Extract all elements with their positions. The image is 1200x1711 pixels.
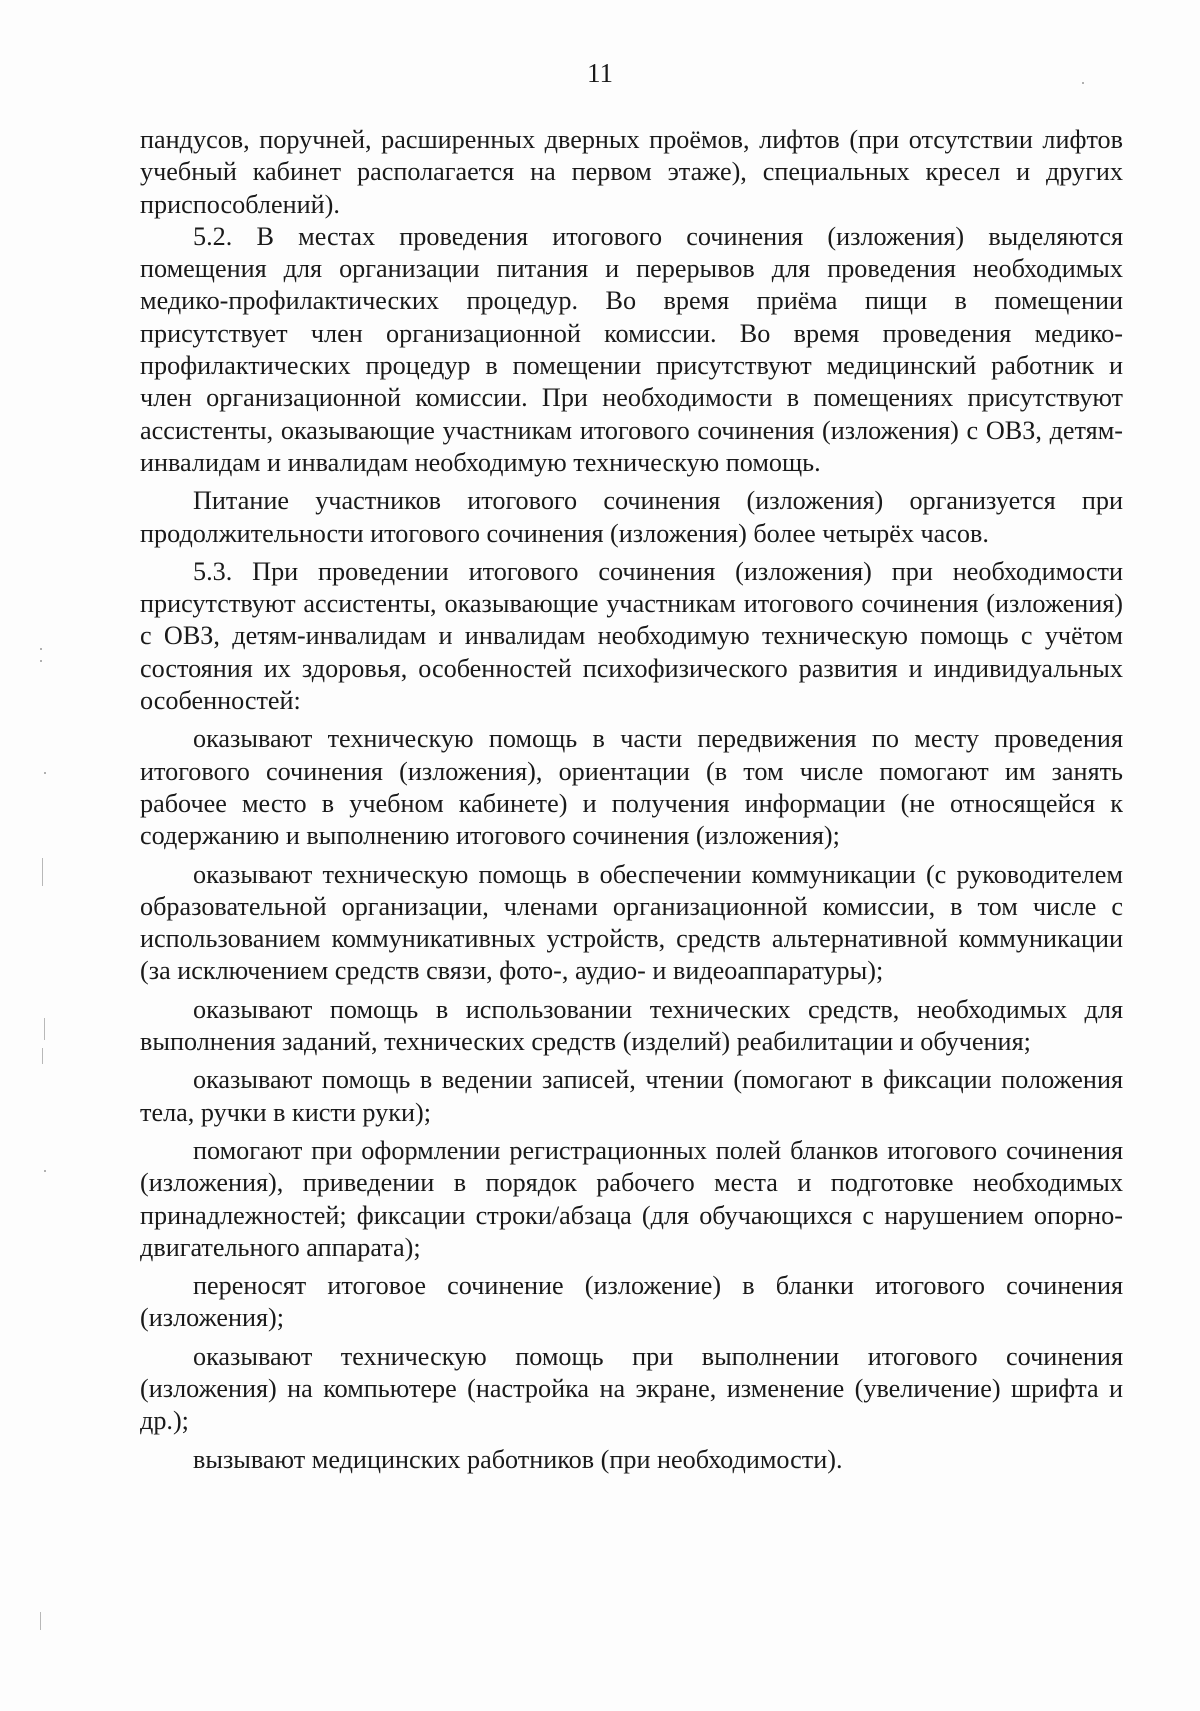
scan-artifact [44, 1018, 45, 1040]
scan-artifact [40, 648, 42, 650]
paragraph-continuation: пандусов, поручней, расширенных дверных проёмов, лифтов (при отсутствии лифтов учебный кабинет располагается на первом этаже), специальных кресел и других приспособлений). [140, 125, 1123, 219]
scan-artifact [42, 1048, 43, 1064]
scan-artifact [44, 772, 46, 774]
page-number: 11 [587, 58, 613, 88]
scan-artifact [40, 1612, 41, 1630]
document-body [140, 124, 1123, 1476]
paragraph-5-2: 5.2. В местах проведения итогового сочинения (изложения) выделяются помещения для организации питания и перерывов для проведения необходимых медико-профилактических процедур. Во время приёма пищи в помещении присутствует член организационной комиссии. Во время проведения медико-профилактических процедур в помещении присутствуют медицинский работник и член организационной комиссии. При необходимости в помещениях присутствуют ассистенты, оказывающие участникам итогового сочинения (изложения) с ОВЗ, детям-инвалидам и инвалидам необходимую техническую помощь. [140, 221, 1123, 477]
scan-artifact [42, 858, 43, 886]
paragraph-meals: Питание участников итогового сочинения (изложения) организуется при продолжительности итогового сочинения (изложения) более четырёх часов. [140, 486, 1123, 548]
scan-artifact [44, 1170, 46, 1172]
scan-artifact [40, 660, 42, 662]
list-item-call-medics: вызывают медицинских работников (при необходимости). [193, 1444, 843, 1474]
list-item-communication-help: оказывают техническую помощь в обеспечении коммуникации (с руководителем образовательной организации, членами организационной комиссии, в том числе с использованием коммуникативных устройств, средств альтернативной коммуникации (за исключением средств связи, фото-, аудио- и видеоаппаратуры); [140, 859, 1123, 986]
list-item-movement-help: оказывают техническую помощь в части передвижения по месту проведения итогового сочинения (изложения), ориентации (в том числе помогают им занять рабочее место в учебном кабинете) и получения информации (не относящейся к содержанию и выполнению итогового сочинения (изложения); [140, 724, 1123, 851]
list-item-technical-means-help: оказывают помощь в использовании технических средств, необходимых для выполнения заданий, технических средств (изделий) реабилитации и обучения; [140, 994, 1123, 1057]
scan-artifact [1082, 82, 1084, 84]
list-item-writing-help: оказывают помощь в ведении записей, чтении (помогают в фиксации положения тела, ручки в кисти руки); [140, 1065, 1123, 1127]
list-item-transfer-essay: переносят итоговое сочинение (изложение) в бланки итогового сочинения (изложения); [140, 1271, 1123, 1333]
list-item-computer-help: оказывают техническую помощь при выполнении итогового сочинения (изложения) на компьютере (настройка на экране, изменение (увеличение) шрифта и др.); [140, 1341, 1123, 1436]
list-item-forms-help: помогают при оформлении регистрационных полей бланков итогового сочинения (изложения), приведении в порядок рабочего места и подготовке необходимых принадлежностей; фиксации строки/абзаца (для обучающихся с нарушением опорно-двигательного аппарата); [140, 1135, 1123, 1262]
paragraph-5-3: 5.3. При проведении итогового сочинения (изложения) при необходимости присутствуют ассистенты, оказывающие участникам итогового сочинения (изложения) с ОВЗ, детям-инвалидам и инвалидам необходимую техническую помощь с учётом состояния их здоровья, особенностей психофизического развития и индивидуальных особенностей: [140, 556, 1123, 716]
